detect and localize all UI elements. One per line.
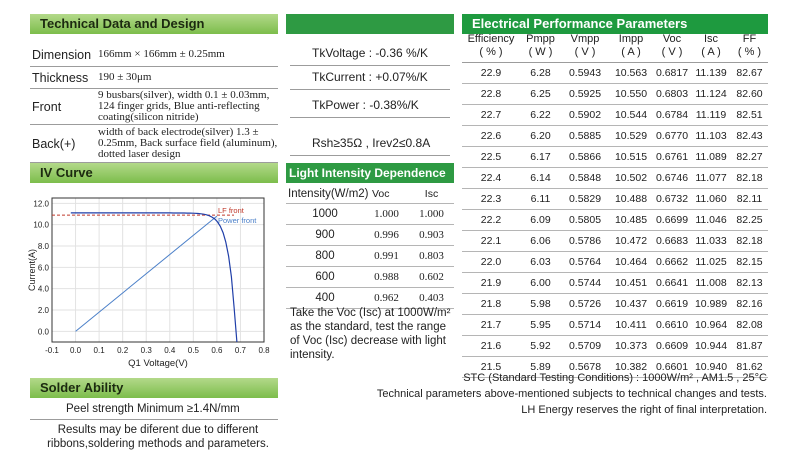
y-axis-label: Current(A)	[27, 248, 37, 292]
ep-cell-impp: 10.488	[614, 193, 648, 205]
ep-cell-isc: 11.033	[695, 235, 727, 247]
y-tick-label: 4.0	[37, 284, 49, 294]
electrical-header	[462, 14, 768, 34]
iv-curve-title: IV Curve	[40, 165, 93, 180]
ep-cell-voc: 0.6699	[655, 214, 689, 226]
ep-cell-vmpp: 0.5744	[568, 277, 602, 289]
ep-header-name: Impp	[618, 33, 644, 45]
ep-cell-efficiency: 22.4	[480, 172, 502, 184]
ep-cell-voc: 0.6662	[655, 256, 689, 268]
ep-cell-efficiency: 21.5	[480, 361, 502, 373]
table-row	[462, 63, 768, 84]
ep-cell-isc: 10.964	[694, 319, 728, 331]
ep-cell-vmpp: 0.5848	[568, 172, 602, 184]
ep-cell-voc: 0.6817	[655, 67, 689, 79]
ep-cell-ff: 82.25	[736, 214, 763, 226]
interpretation-note: LH Energy reserves the right of final interpretation.	[521, 404, 767, 416]
technical-change-note: Technical parameters above-mentioned subjects to technical changes and tests.	[376, 388, 767, 400]
light-intensity-note: Take the Voc (Isc) at 1000W/m² as the standard, test the range of Voc (Isc) decrease with light intensity.	[290, 307, 451, 361]
x-tick-label: 0.0	[69, 346, 82, 355]
ep-cell-pmpp: 6.09	[530, 214, 551, 226]
li-header-intensity: Intensity(W/m2)	[288, 187, 369, 200]
li-voc: 0.962	[374, 292, 399, 304]
ep-cell-impp: 10.411	[615, 319, 647, 331]
tech-label: Dimension	[32, 47, 92, 62]
ep-cell-isc: 10.944	[694, 340, 728, 352]
ep-cell-isc: 10.989	[694, 298, 728, 310]
technical-data-table	[30, 43, 278, 163]
ep-cell-vmpp: 0.5805	[568, 214, 602, 226]
ep-header-unit: ( A )	[701, 46, 721, 58]
ep-header-ff	[731, 33, 768, 62]
ep-header-unit: ( % )	[737, 46, 762, 58]
li-voc: 0.988	[374, 271, 399, 283]
ep-cell-impp: 10.451	[614, 277, 648, 289]
table-row	[462, 105, 768, 126]
ep-header-name: Pmpp	[526, 33, 555, 45]
table-row	[462, 231, 768, 252]
y-tick-label: 10.0	[33, 220, 49, 230]
tech-row-dimension	[30, 43, 278, 67]
ep-cell-pmpp: 6.28	[530, 67, 551, 79]
ep-cell-ff: 82.43	[736, 130, 763, 142]
ep-cell-voc: 0.6609	[655, 340, 689, 352]
tk-current: TkCurrent : +0.07%/K	[290, 70, 450, 90]
legend-lf-front: LF front	[218, 206, 244, 216]
ep-cell-ff: 82.08	[736, 319, 763, 331]
ep-header-name: FF	[742, 33, 757, 45]
table-row	[462, 336, 768, 357]
ep-cell-vmpp: 0.5866	[568, 151, 602, 163]
ep-header-vmpp	[561, 33, 609, 62]
technical-data-header	[30, 14, 278, 34]
ep-cell-vmpp: 0.5829	[568, 193, 602, 205]
y-tick-label: 6.0	[37, 263, 49, 273]
rsh-irev: Rsh≥35Ω , Irev2≤0.8A	[290, 136, 450, 156]
ep-cell-efficiency: 22.6	[480, 130, 502, 142]
ep-cell-pmpp: 6.25	[530, 88, 551, 100]
ep-cell-voc: 0.6770	[655, 130, 689, 142]
ep-cell-pmpp: 5.95	[530, 319, 551, 331]
ep-cell-vmpp: 0.5678	[568, 361, 602, 373]
ep-cell-ff: 82.67	[736, 67, 763, 79]
ep-cell-vmpp: 0.5786	[568, 235, 602, 247]
ep-header-isc	[691, 33, 731, 62]
ep-cell-impp: 10.472	[614, 235, 648, 247]
table-row	[462, 168, 768, 189]
ep-cell-isc: 11.025	[695, 256, 727, 268]
ep-cell-voc: 0.6746	[655, 172, 689, 184]
ep-cell-voc: 0.6784	[655, 109, 689, 121]
x-tick-label: 0.6	[211, 346, 223, 355]
tech-value: 190 ± 30μm	[98, 71, 152, 83]
ep-cell-impp: 10.544	[614, 109, 648, 121]
ep-cell-pmpp: 6.22	[530, 109, 551, 121]
y-tick-label: 0.0	[37, 327, 49, 337]
ep-header-name: Vmpp	[570, 33, 600, 45]
ep-header-voc	[653, 33, 691, 62]
x-tick-label: 0.5	[187, 346, 199, 355]
ep-cell-efficiency: 22.0	[480, 256, 502, 268]
ep-header-name: Efficiency	[467, 33, 515, 45]
ep-cell-isc: 10.940	[694, 361, 728, 373]
ep-cell-voc: 0.6601	[655, 361, 689, 373]
ep-cell-ff: 82.18	[736, 235, 763, 247]
ep-cell-vmpp: 0.5885	[568, 130, 602, 142]
ep-rows	[462, 63, 768, 378]
solder-note: Results may be diferent due to different ribbons,soldering methods and parameters.	[47, 424, 269, 450]
li-intensity: 600	[315, 271, 335, 283]
ep-header-pmpp	[520, 33, 561, 62]
li-intensity: 400	[315, 292, 335, 304]
ep-cell-voc: 0.6619	[655, 298, 689, 310]
ep-cell-efficiency: 22.5	[480, 151, 502, 163]
ep-cell-vmpp: 0.5726	[568, 298, 602, 310]
ep-cell-ff: 82.13	[736, 277, 763, 289]
ep-header-unit: ( V )	[661, 46, 683, 58]
table-row	[462, 84, 768, 105]
stc-note: STC (Standard Testing Conditions) : 1000W/m² , AM1.5 , 25°C	[463, 372, 767, 384]
ep-cell-ff: 82.18	[736, 172, 763, 184]
table-row	[286, 225, 454, 246]
ep-cell-impp: 10.464	[614, 256, 648, 268]
tech-label: Back(+)	[32, 136, 76, 151]
technical-data-title: Technical Data and Design	[40, 16, 205, 31]
ep-cell-isc: 11.103	[695, 130, 727, 142]
y-tick-label: 2.0	[37, 306, 49, 315]
li-isc: 0.403	[419, 292, 444, 304]
li-header-isc: Isc	[424, 187, 439, 200]
tech-row-back	[30, 125, 278, 163]
electrical-table	[462, 33, 768, 378]
ep-header-unit: ( % )	[479, 46, 503, 58]
x-axis-label: Q1 Voltage(V)	[128, 358, 188, 369]
x-tick-label: 0.2	[117, 346, 129, 355]
ep-header-name: Voc	[662, 33, 682, 45]
ep-cell-pmpp: 5.89	[530, 361, 551, 373]
light-intensity-table	[286, 184, 454, 309]
ep-cell-isc: 11.077	[695, 172, 727, 184]
li-intensity: 900	[315, 229, 335, 241]
table-row	[462, 147, 768, 168]
ep-cell-efficiency: 21.8	[480, 298, 502, 310]
ep-cell-voc: 0.6641	[655, 277, 689, 289]
iv-curve-line	[71, 213, 237, 342]
ep-cell-isc: 11.008	[695, 277, 727, 289]
ep-header-unit: ( V )	[574, 46, 596, 58]
ep-cell-impp: 10.529	[614, 130, 648, 142]
ep-cell-pmpp: 6.17	[530, 151, 551, 163]
ep-cell-impp: 10.485	[614, 214, 648, 226]
ep-cell-voc: 0.6683	[655, 235, 689, 247]
ep-cell-efficiency: 22.2	[480, 214, 502, 226]
ep-cell-voc: 0.6732	[655, 193, 689, 205]
ep-header-efficiency	[462, 33, 520, 62]
tech-value: 9 busbars(silver), width 0.1 ± 0.03mm, 124 finger grids, Blue anti-reflecting coating(silicon nitride)	[98, 89, 270, 123]
li-isc: 0.903	[419, 229, 444, 241]
x-tick-label: 0.4	[164, 346, 176, 355]
x-tick-label: 0.1	[93, 346, 105, 355]
ep-cell-impp: 10.437	[614, 298, 648, 310]
ep-cell-efficiency: 21.9	[480, 277, 502, 289]
ep-cell-ff: 82.60	[736, 88, 763, 100]
ep-cell-isc: 11.139	[695, 67, 727, 79]
ep-header-name: Isc	[703, 33, 719, 45]
ep-cell-vmpp: 0.5902	[568, 109, 602, 121]
x-tick-label: 0.7	[234, 346, 247, 355]
tech-label: Front	[32, 99, 62, 114]
x-tick-label: 0.8	[258, 346, 270, 355]
ep-cell-impp: 10.502	[614, 172, 648, 184]
ep-header-impp	[609, 33, 653, 62]
light-intensity-title: Light Intensity Dependence	[289, 166, 446, 180]
ep-cell-efficiency: 22.3	[480, 193, 502, 205]
solder-title: Solder Ability	[40, 380, 124, 395]
ep-cell-vmpp: 0.5714	[568, 319, 602, 331]
ep-cell-voc: 0.6761	[655, 151, 689, 163]
li-isc: 0.602	[419, 271, 444, 283]
electrical-title: Electrical Performance Parameters	[472, 16, 688, 31]
ep-header-unit: ( A )	[621, 46, 641, 58]
ep-cell-vmpp: 0.5925	[568, 88, 602, 100]
peel-strength	[30, 400, 278, 420]
ep-cell-pmpp: 5.92	[530, 340, 551, 352]
y-tick-label: 8.0	[37, 242, 49, 251]
table-row	[462, 315, 768, 336]
ep-cell-impp: 10.563	[614, 67, 648, 79]
ep-cell-ff: 82.16	[736, 298, 763, 310]
tk-power: TkPower : -0.38%/K	[290, 98, 450, 118]
light-intensity-header	[286, 163, 454, 183]
ep-cell-pmpp: 6.03	[530, 256, 551, 268]
ep-cell-impp: 10.515	[614, 151, 648, 163]
table-row	[286, 204, 454, 225]
tk-voltage: TkVoltage : -0.36 %/K	[290, 46, 450, 66]
ep-cell-vmpp: 0.5943	[568, 67, 602, 79]
ep-header-unit: ( W )	[528, 46, 553, 58]
ep-cell-ff: 82.51	[736, 109, 763, 121]
middle-header-bar	[286, 14, 454, 34]
tech-label: Thickness	[32, 70, 89, 85]
li-header-voc: Voc	[372, 187, 390, 200]
table-row	[286, 267, 454, 288]
iv-curve-chart	[26, 188, 278, 372]
table-row	[286, 246, 454, 267]
li-intensity: 800	[315, 250, 335, 262]
ep-cell-voc: 0.6610	[655, 319, 689, 331]
ep-cell-isc: 11.089	[695, 151, 727, 163]
ep-cell-isc: 11.124	[695, 88, 727, 100]
ep-cell-pmpp: 5.98	[530, 298, 551, 310]
legend-power-front: Power front	[218, 216, 257, 226]
x-tick-label: 0.3	[140, 346, 152, 355]
ep-cell-pmpp: 6.11	[530, 193, 551, 205]
ep-cell-pmpp: 6.20	[530, 130, 551, 142]
tech-value: width of back electrode(silver) 1.3 ± 0.25mm, Back surface field (aluminum), dotted laser design	[98, 126, 278, 160]
li-isc: 1.000	[419, 208, 444, 220]
ep-cell-pmpp: 6.14	[530, 172, 551, 184]
ep-cell-impp: 10.373	[614, 340, 648, 352]
ep-cell-impp: 10.382	[614, 361, 648, 373]
x-tick-label: -0.1	[45, 346, 59, 355]
ep-header-row	[462, 33, 768, 63]
table-row	[462, 189, 768, 210]
ep-cell-efficiency: 22.7	[480, 109, 502, 121]
table-row	[462, 273, 768, 294]
table-row	[462, 294, 768, 315]
ep-cell-impp: 10.550	[614, 88, 648, 100]
li-voc: 0.991	[374, 250, 399, 262]
ep-cell-efficiency: 22.8	[480, 88, 502, 100]
solder-header	[30, 378, 278, 398]
ep-cell-vmpp: 0.5764	[568, 256, 602, 268]
ep-cell-pmpp: 6.06	[530, 235, 551, 247]
li-header-row	[286, 184, 454, 204]
ep-cell-ff: 81.62	[736, 361, 763, 373]
li-voc: 1.000	[374, 208, 399, 220]
table-row	[462, 252, 768, 273]
li-voc: 0.996	[374, 229, 399, 241]
ep-cell-efficiency: 22.1	[480, 235, 502, 247]
ep-cell-ff: 82.15	[736, 256, 763, 268]
tech-row-thickness	[30, 67, 278, 89]
ep-cell-ff: 82.27	[736, 151, 763, 163]
ep-cell-isc: 11.046	[695, 214, 727, 226]
tech-value: 166mm × 166mm ± 0.25mm	[98, 48, 225, 60]
y-tick-label: 12.0	[33, 199, 49, 209]
ep-cell-vmpp: 0.5709	[568, 340, 602, 352]
table-row	[462, 126, 768, 147]
table-row	[462, 210, 768, 231]
ep-cell-isc: 11.119	[695, 109, 727, 121]
iv-curve-header	[30, 163, 278, 183]
ep-cell-ff: 82.11	[736, 193, 763, 205]
ep-cell-pmpp: 6.00	[530, 277, 551, 289]
li-intensity: 1000	[312, 208, 338, 220]
ep-cell-efficiency: 22.9	[480, 67, 502, 79]
peel-strength-text: Peel strength Minimum ≥1.4N/mm	[66, 403, 240, 415]
ep-cell-efficiency: 21.6	[480, 340, 502, 352]
li-isc: 0.803	[419, 250, 444, 262]
tech-row-front	[30, 89, 278, 125]
ep-cell-ff: 81.87	[736, 340, 763, 352]
ep-cell-voc: 0.6803	[655, 88, 689, 100]
ep-cell-isc: 11.060	[695, 193, 727, 205]
ep-cell-efficiency: 21.7	[480, 319, 502, 331]
